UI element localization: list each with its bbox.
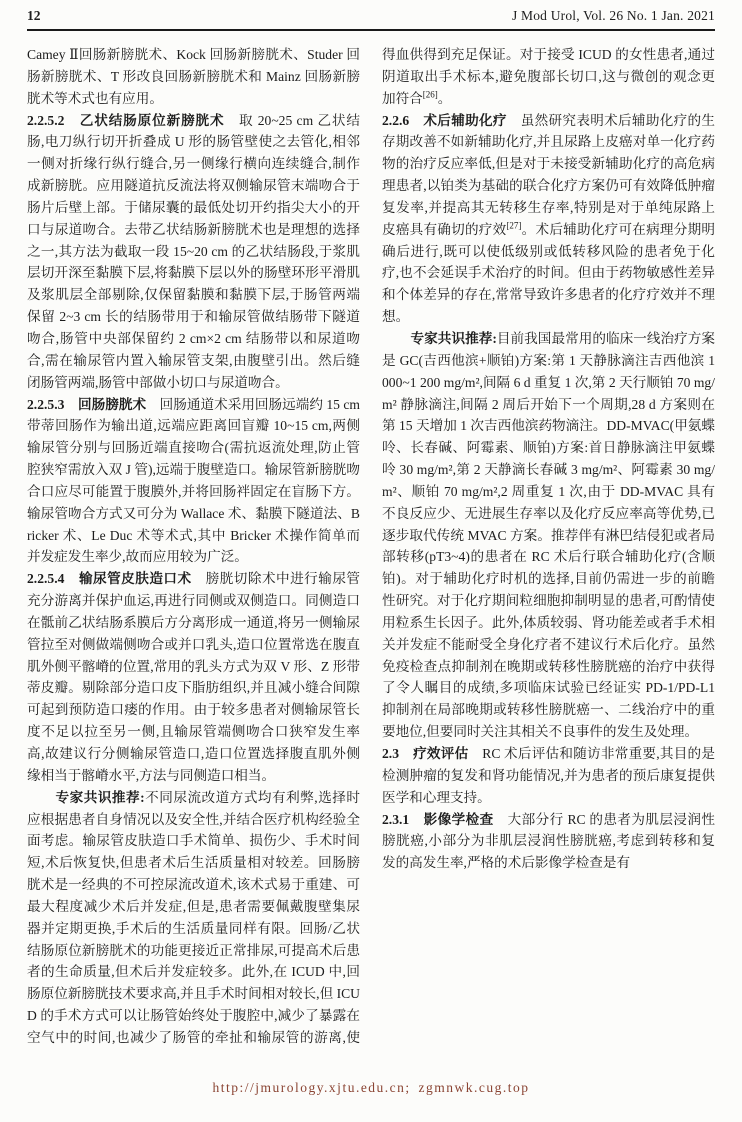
page-footer	[27, 1080, 715, 1096]
citation-superscript: [26]	[422, 89, 438, 100]
paragraph	[382, 328, 715, 743]
text-run: 大部分行 RC 的患者为肌层浸润性膀胱癌,小部分为非肌层浸润性膀胱癌,考虑到转移和复发的高发生率,严格的术后影像学检查是有	[382, 811, 715, 871]
page-header	[27, 8, 715, 28]
paragraph	[382, 110, 715, 328]
text-run: 取 20~25 cm 乙状结肠,电刀纵行切开折叠成 U 形的肠管壁使之去管化,相邻一侧对折缘行纵行缝合,另一侧缘行横向连续缝合,制作成新膀胱。应用隧道抗反流法将双侧输尿管末端吻合于肠片后壁上部。于储尿囊的最低处切开约指尖大小的开口与尿道吻合。去带乙状结肠新膀胱术也是理想的选择之一,其方法为截取一段 15~20 cm 的乙状结肠段,于浆肌层切开深至黏膜下层,将黏膜下层以外的肠壁环形平滑肌及浆肌层全部剔除,仅保留黏膜和黏膜下层,于肠管两端保留 2~3 cm 长的结肠带用于和输尿管做结肠带下隧道吻合,肠管中央部保留约 2 cm×2 cm 结肠带以和尿道吻合,需在输尿管内置入输尿管支架,由腹壁引出。然后缝闭肠管两端,肠管中部做小切口与尿道吻合。	[27, 112, 360, 390]
paragraph	[382, 809, 715, 875]
paragraph	[27, 110, 360, 394]
heading-run: 2.2.5.4 输尿管皮肤造口术	[27, 571, 192, 587]
paragraph	[382, 743, 715, 809]
text-run: 。术后辅助化疗可在病理分期明确后进行,既可以使低级别或低转移风险的患者免于化疗,也不会延误手术治疗的时间。但由于药物敏感性差异和个体差异的存在,常常导致许多患者的化疗疗效并不理想。	[382, 221, 715, 325]
paragraph	[27, 568, 360, 786]
text-run: 虽然研究表明术后辅助化疗的生存期改善不如新辅助化疗,并且尿路上皮癌对单一化疗药物的治疗反应率低,但是对于未接受新辅助化疗的高危病理患者,以铂类为基础的联合化疗方案仍可有效降低肿瘤复发率,并提高其无转移生存率,特别是对于单纯尿路上皮癌具有确切的疗效	[382, 112, 715, 237]
text-run: 目前我国最常用的临床一线治疗方案是 GC(吉西他滨+顺铂)方案:第 1 天静脉滴注吉西他滨 1 000~1 200 mg/m²,间隔 6 d 重复 1 次,第 2 天行顺铂 70 mg/m² 静脉滴注,间隔 2 周后开始下一个周期,28 d 方案则在第 15 天增加 1 次吉西他滨药物滴注。DD-MVAC(甲氨蝶呤、长春碱、阿霉素、顺铂)方案:首日静脉滴注甲氨蝶呤 30 mg/m²,第 2 天静滴长春碱 3 mg/m²、阿霉素 30 mg/m²、顺铂 70 mg/m²,2 周重复 1 次,由于 DD-MVAC 具有不良反应少、无进展生存率以及化疗反应率高等优势,已逐步取代传统 MVAC 方案。推荐伴有淋巴结侵犯或者局部转移(pT3~4)的患者在 RC 术后行联合辅助化疗(含顺铂)。对于辅助化疗时机的选择,目前仍需进一步的前瞻性研究。对于化疗期间粒细胞抑制明显的患者,可酌情使用粒系生长因子。此外,体质较弱、肾功能差或者手术相关并发症不能耐受全身化疗者不建议行术后化疗。虽然免疫检查点抑制剂在晚期或转移性膀胱癌的治疗中获得了令人瞩目的成绩,多项临床试验已经证实 PD-1/PD-L1 抑制剂在局部晚期或转移性膀胱癌一、二线治疗中的重要地位,但要同时关注其相关不良事件的发生及处理。	[382, 330, 715, 740]
journal-title: J Mod Urol, Vol. 26 No. 1 Jan. 2021	[511, 8, 715, 23]
text-run: 不同尿流改道方式均有利弊,选择时应根据患者自身情况以及安全性,并结合医疗机构经验全面考虑。输尿管皮肤造口手术简单、损伤少、手术时间短,术后恢复快,但患者术后生活质量相对较差。回肠膀胱术是一经典的不可控尿流改道术,该术式易于重建、可最大程度减少术后并发症,但是,患者需要佩戴腹壁集尿器并定期更换,手术后的生活质量同样有限。回肠/乙状结肠原位新膀胱术的功能更接近正常排尿,可提高术后患者的生命质量,但术后并发症较多。此外,在 ICUD 中,回肠原位新膀胱技术要求高,并且手术时间相对较长,但 ICUD 的手术方式可以让肠管始终处于腹腔中,减少了暴露在空气中的时间,也减少了肠管的牵扯和输尿管的游离,使得血供得到充足保证。对于接受 ICUD 的女性患者,通过阴道取出手术标本,避免腹部长切口,这与微创的观念更加符合	[27, 47, 715, 1045]
heading-run: 专家共识推荐:	[55, 789, 145, 805]
text-run: 膀胱切除术中进行输尿管充分游离并保护血运,再进行同侧或双侧造口。同侧造口在骶前乙状结肠系膜后方分离形成一通道,将另一侧输尿管拉至对侧做端侧吻合或并口乳头,造口位置常选在腹直肌外侧平髂嵴的位置,常用的乳头方式为双 V 形、Z 形带蒂皮瓣。剔除部分造口皮下脂肪组织,并且减小缝合间隙可起到预防造口瘘的作用。由于较多患者对侧输尿管长度不足以拉至另一侧,且输尿管端侧吻合口狭窄发生率高,故建议行分侧输尿管造口,造口位置选择腹直肌外侧缘相当于髂嵴水平,方法与同侧造口相当。	[27, 571, 360, 783]
heading-run: 2.3 疗效评估	[382, 746, 469, 761]
heading-run: 2.2.5.2 乙状结肠原位新膀胱术	[27, 112, 225, 128]
journal-page	[27, 0, 715, 1096]
text-run: 。	[437, 90, 452, 106]
citation-superscript: [27]	[506, 220, 522, 231]
text-run: Camey Ⅱ回肠新膀胱术、Kock 回肠新膀胱术、Studer 回肠新膀胱术、T 形改良回肠新膀胱术和 Mainz 回肠新膀胱术等术式也有应用。	[27, 47, 360, 106]
article-body	[27, 44, 715, 1050]
heading-run: 2.3.1 影像学检查	[382, 811, 494, 827]
heading-run: 2.2.6 术后辅助化疗	[382, 112, 507, 128]
paragraph	[27, 394, 360, 569]
page-number: 12	[27, 8, 41, 23]
text-run: 回肠通道术采用回肠远端约 15 cm 带蒂回肠作为输出道,远端应距离回盲瓣 10~15 cm,两侧输尿管分别与回肠近端直接吻合(需抗返流处理,防止管腔狭窄需放入双 J 管),远端于腹壁造口。输尿管新膀胱吻合口应尽可能置于腹膜外,并将回肠袢固定在盲肠下方。输尿管吻合方式又可分为 Wallace 术、黏膜下隧道法、Bricker 术、Le Duc 术等术式,其中 Bricker 术操作简单而并发症发生率少,故而应用较为广泛。	[27, 396, 361, 565]
heading-run: 2.2.5.3 回肠膀胱术	[27, 396, 147, 412]
footer-url: http://jmurology.xjtu.edu.cn; zgmnwk.cug.top	[212, 1080, 530, 1095]
text-run: RC 术后评估和随访非常重要,其目的是检测肿瘤的复发和肾功能情况,并为患者的预后康复提供医学和心理支持。	[382, 746, 715, 805]
header-rule	[27, 29, 715, 31]
heading-run: 专家共识推荐:	[410, 330, 497, 346]
paragraph	[27, 44, 360, 110]
